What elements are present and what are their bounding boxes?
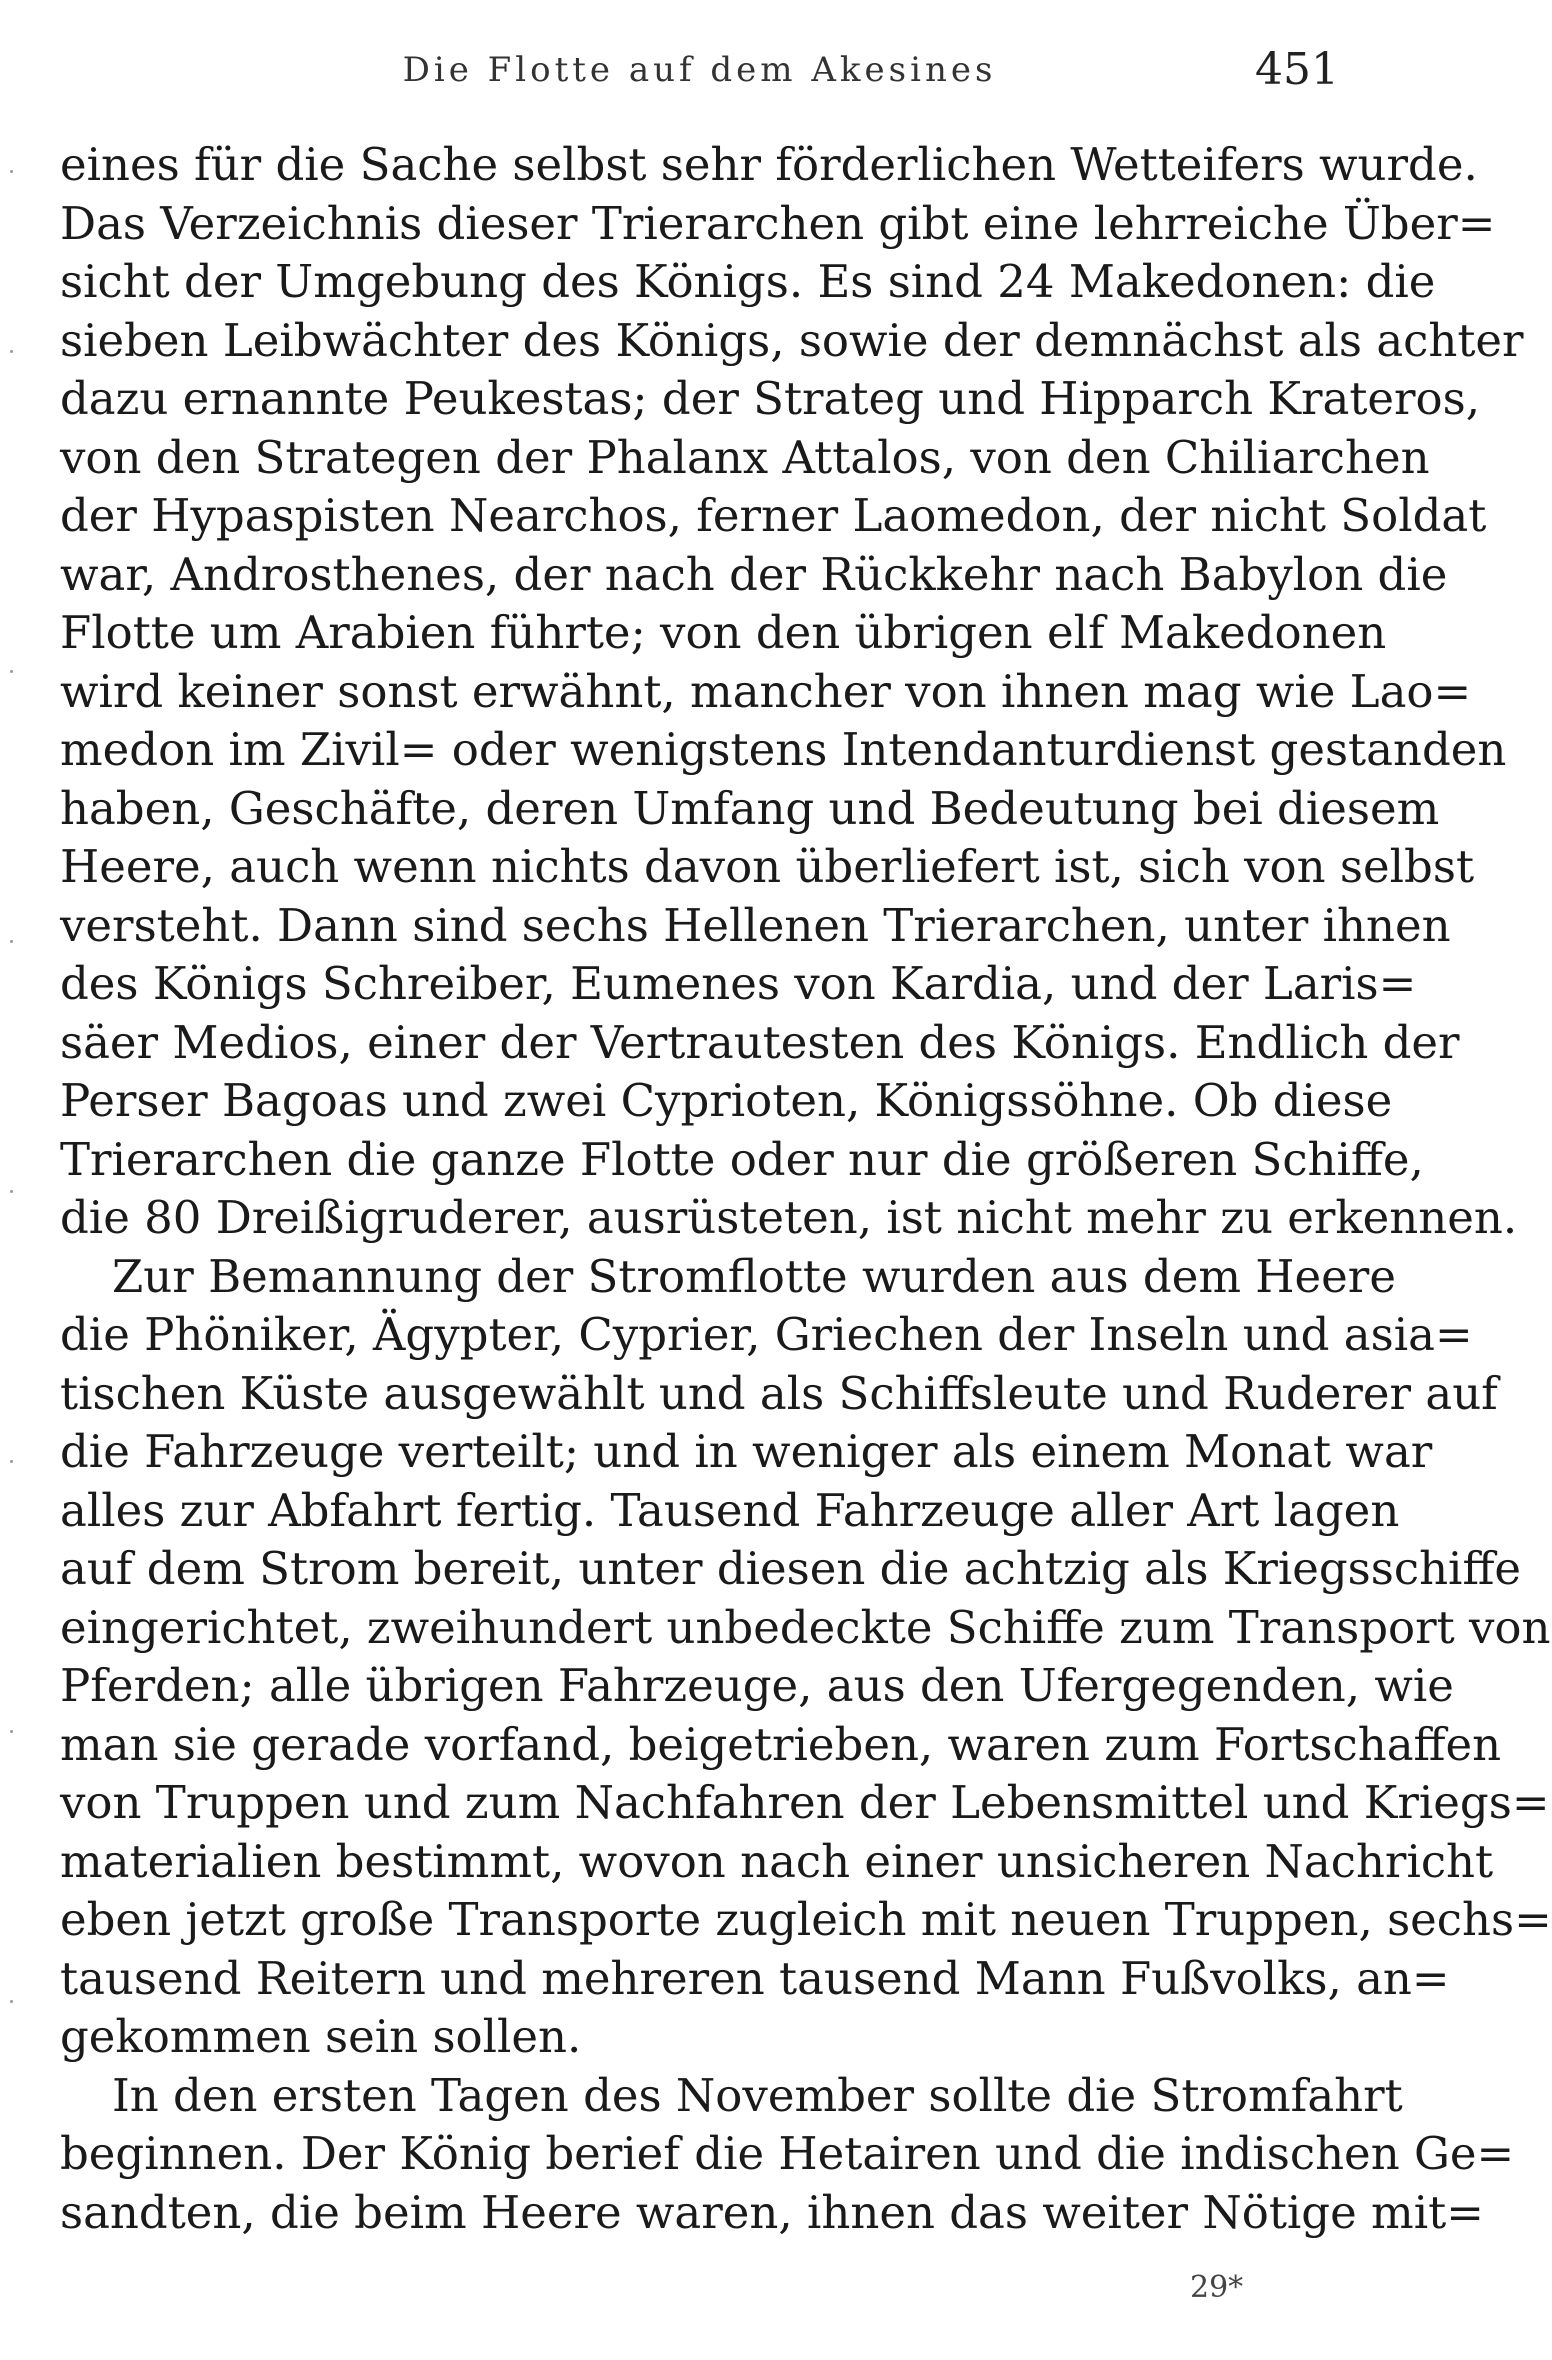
text-line: die Phöniker, Ägypter, Cyprier, Griechen der Inseln und asia= [60, 1308, 1473, 1361]
text-line: sandten, die beim Heere waren, ihnen das weiter Nötige mit= [60, 2185, 1484, 2239]
text-line: Heere, auch wenn nichts davon überliefert ist, sich von selbst [60, 840, 1475, 893]
text-line: materialien bestimmt, wovon nach einer unsicheren Nachricht [60, 1834, 1494, 1888]
paragraph-start-line: In den ersten Tagen des November sollte die Stromfahrt [112, 2068, 1403, 2122]
text-line: Pferden; alle übrigen Fahrzeuge, aus den Ufergegenden, wie [60, 1659, 1454, 1712]
text-line: haben, Geschäfte, deren Umfang und Bedeutung bei diesem [60, 781, 1440, 835]
text-line: des Königs Schreiber, Eumenes von Kardia, und der Laris= [60, 957, 1417, 1010]
text-line: auf dem Strom bereit, unter diesen die achtzig als Kriegsschiffe [60, 1542, 1522, 1595]
text-line: der Hypaspisten Nearchos, ferner Laomedon, der nicht Soldat [60, 489, 1487, 542]
margin-specks [4, 130, 24, 2230]
signature-mark: 29* [1190, 2270, 1244, 2305]
text-line: Das Verzeichnis dieser Trierarchen gibt eine lehrreiche Über= [60, 196, 1496, 250]
text-line: die 80 Dreißigruderer, ausrüsteten, ist nicht mehr zu erkennen. [60, 1191, 1518, 1244]
text-line: beginnen. Der König berief die Hetairen und die indischen Ge= [60, 2127, 1515, 2180]
paragraph-start-line: Zur Bemannung der Stromflotte wurden aus dem Heere [112, 1249, 1396, 1303]
text-line: tischen Küste ausgewählt und als Schiffsleute und Ruderer auf [60, 1366, 1498, 1420]
text-line: eingerichtet, zweihundert unbedeckte Schiffe zum Transport von [60, 1600, 1551, 1654]
text-line: war, Androsthenes, der nach der Rückkehr nach Babylon die [60, 547, 1448, 601]
text-line: eines für die Sache selbst sehr förderlichen Wetteifers wurde. [60, 138, 1478, 191]
text-line: versteht. Dann sind sechs Hellenen Trierarchen, unter ihnen [60, 898, 1451, 952]
text-line: sieben Leibwächter des Königs, sowie der demnächst als achter [60, 313, 1524, 367]
text-line: eben jetzt große Transporte zugleich mit neuen Truppen, sechs= [60, 1893, 1552, 1946]
text-line: dazu ernannte Peukestas; der Strateg und Hipparch Krateros, [60, 372, 1481, 425]
text-line: man sie gerade vorfand, beigetrieben, waren zum Fortschaffen [60, 1717, 1502, 1771]
running-head: Die Flotte auf dem Akesines [402, 50, 997, 90]
page-number: 451 [1255, 44, 1339, 95]
text-line: säer Medios, einer der Vertrautesten des Königs. Endlich der [60, 1015, 1460, 1069]
text-line: tausend Reitern und mehreren tausend Mann Fußvolks, an= [60, 1951, 1450, 2005]
text-line: von den Strategen der Phalanx Attalos, von den Chiliarchen [60, 430, 1430, 484]
text-line: sicht der Umgebung des Königs. Es sind 24 Makedonen: die [60, 255, 1436, 308]
text-line: Perser Bagoas und zwei Cyprioten, Königssöhne. Ob diese [60, 1074, 1393, 1127]
text-line: alles zur Abfahrt fertig. Tausend Fahrzeuge aller Art lagen [60, 1483, 1400, 1537]
text-line: gekommen sein sollen. [60, 2010, 582, 2063]
text-line: wird keiner sonst erwähnt, mancher von ihnen mag wie Lao= [60, 664, 1472, 718]
text-line: medon im Zivil= oder wenigstens Intendanturdienst gestanden [60, 723, 1507, 776]
text-line: Flotte um Arabien führte; von den übrigen elf Makedonen [60, 606, 1387, 659]
body-text [60, 136, 1552, 2242]
text-line: Trierarchen die ganze Flotte oder nur die größeren Schiffe, [60, 1132, 1424, 1186]
text-line: von Truppen und zum Nachfahren der Lebensmittel und Kriegs= [60, 1776, 1550, 1829]
text-line: die Fahrzeuge verteilt; und in weniger als einem Monat war [60, 1425, 1433, 1478]
